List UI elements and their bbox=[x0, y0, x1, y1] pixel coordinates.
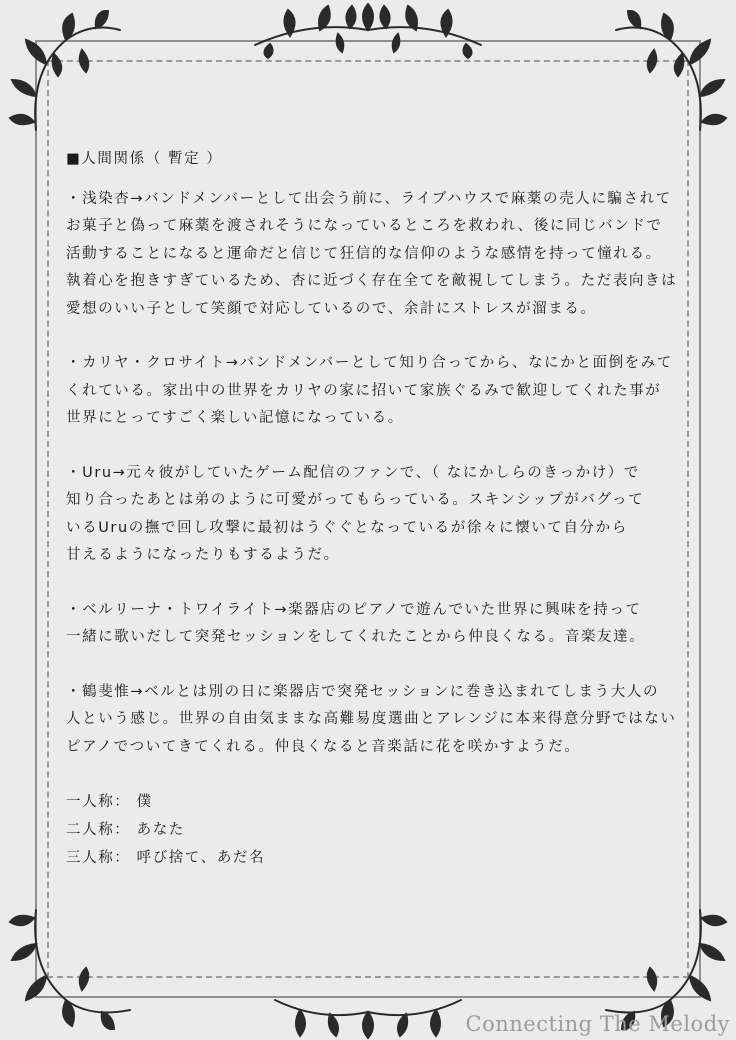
leaf-ornament-bottom-center-icon bbox=[270, 986, 466, 1040]
watermark-text: Connecting The Melody bbox=[465, 1012, 730, 1036]
text-line: 知り合ったあとは弟のように可愛がってもらっている。スキンシップがバグって bbox=[66, 492, 645, 508]
text-line: ・カリヤ・クロサイト→バンドメンバーとして知り合ってから、なにかと面倒をみて bbox=[66, 355, 673, 371]
third-person-pronoun: 三人称： 呼び捨て、あだ名 bbox=[66, 850, 266, 866]
section-heading: ■人間関係（ 暫定 ） bbox=[66, 151, 223, 167]
relationship-entry-anzu bbox=[66, 186, 716, 324]
profile-relationships-text bbox=[66, 146, 716, 872]
text-line: ピアノでついてきてくれる。仲良くなると音楽話に花を咲かすようだ。 bbox=[66, 738, 581, 755]
text-line: 活動することになると運命だと信じて狂信的な信仰のような感情を持って憧れる。 bbox=[66, 245, 662, 262]
text-line: ・Uru→元々彼がしていたゲーム配信のファンで、（ なにかしらのきっかけ）で bbox=[66, 464, 640, 481]
text-line: ・ベルリーナ・トワイライト→楽器店のピアノで遊んでいた世界に興味を持って bbox=[66, 601, 642, 618]
relationship-entry-tsuruhi bbox=[66, 679, 716, 762]
text-line: 甘えるようになったりもするようだ。 bbox=[66, 547, 340, 563]
text-line: お菓子と偽って麻薬を渡されそうになっているところを救われ、後に同じバンドで bbox=[66, 218, 663, 234]
relationship-entry-uru bbox=[66, 460, 716, 570]
pronoun-list bbox=[66, 788, 716, 872]
relationship-entry-kariya bbox=[66, 350, 716, 433]
second-person-pronoun: 二人称： あなた bbox=[66, 822, 185, 838]
leaf-ornament-top-right-icon bbox=[610, 10, 730, 140]
text-line: ・浅染杏→バンドメンバーとして出会う前に、ライブハウスで麻薬の売人に騙されて bbox=[66, 190, 672, 207]
text-line: くれている。家出中の世界をカリヤの家に招いて家族ぐるみで歓迎してくれた事が bbox=[66, 382, 662, 399]
text-line: いるUruの撫で回し攻撃に最初はうぐぐとなっているが徐々に懐いて自分から bbox=[66, 519, 628, 536]
leaf-ornament-bottom-left-icon bbox=[6, 900, 136, 1030]
relationship-entry-berlina bbox=[66, 597, 716, 652]
text-line: 人という感じ。世界の自由気ままな高難易度選曲とアレンジに本来得意分野ではない bbox=[66, 711, 677, 727]
leaf-ornament-top-left-icon bbox=[6, 10, 126, 140]
text-line: 愛想のいい子として笑顔で対応しているので、余計にストレスが溜まる。 bbox=[66, 300, 597, 317]
first-person-pronoun: 一人称： 僕 bbox=[66, 794, 153, 810]
leaf-ornament-top-center-icon bbox=[250, 0, 486, 62]
text-line: 執着心を抱きすぎているため、杏に近づく存在全てを敵視してしまう。ただ表向きは bbox=[66, 273, 678, 289]
text-line: 一緒に歌いだして突発セッションをしてくれたことから仲良くなる。音楽友達。 bbox=[66, 629, 646, 645]
text-line: ・鶴斐惟→ベルとは別の日に楽器店で突発セッションに巻き込まれてしまう大人の bbox=[66, 683, 660, 700]
leaf-ornament-bottom-right-icon bbox=[600, 900, 730, 1030]
text-line: 世界にとってすごく楽しい記憶になっている。 bbox=[66, 410, 404, 426]
